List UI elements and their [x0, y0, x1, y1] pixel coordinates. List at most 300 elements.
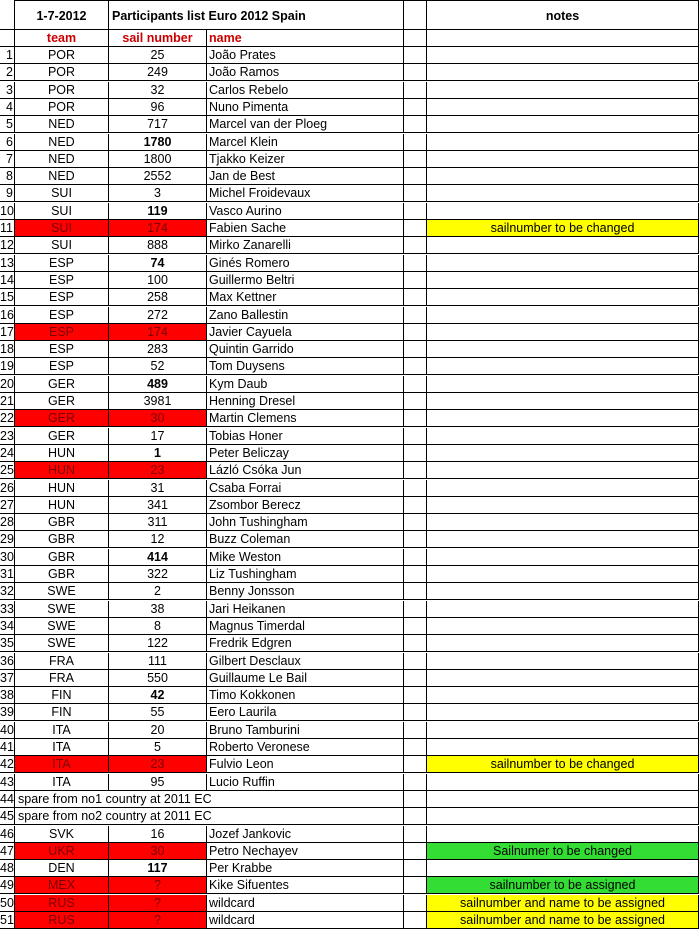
- gap-cell[interactable]: [404, 583, 427, 600]
- row-number: 2: [0, 64, 14, 81]
- sail-number-cell[interactable]: 2: [109, 583, 207, 600]
- notes-cell[interactable]: [427, 410, 699, 427]
- table-row: [0, 860, 699, 877]
- gap-cell[interactable]: [404, 289, 427, 306]
- team-cell[interactable]: ESP: [14, 255, 109, 272]
- table-row: [0, 912, 699, 929]
- team-cell[interactable]: HUN: [14, 462, 109, 479]
- notes-cell[interactable]: [427, 653, 699, 670]
- name-cell[interactable]: Max Kettner: [207, 289, 404, 306]
- name-cell[interactable]: Jari Heikanen: [207, 601, 404, 618]
- gap-cell[interactable]: [404, 601, 427, 618]
- team-cell[interactable]: SUI: [14, 203, 109, 220]
- gap-cell[interactable]: [404, 237, 427, 254]
- row-number: 40: [0, 722, 14, 737]
- table-row: [0, 376, 699, 393]
- notes-cell[interactable]: [427, 358, 699, 375]
- gap-cell[interactable]: [404, 64, 427, 81]
- gap-cell[interactable]: [404, 826, 427, 843]
- table-row: [0, 151, 699, 168]
- team-cell[interactable]: GER: [14, 393, 109, 410]
- notes-cell[interactable]: [427, 64, 699, 81]
- name-cell[interactable]: Csaba Forrai: [207, 480, 404, 497]
- team-cell[interactable]: ITA: [14, 739, 109, 756]
- team-cell[interactable]: RUS: [14, 895, 109, 912]
- sail-number-cell[interactable]: 272: [109, 307, 207, 324]
- team-cell[interactable]: MEX: [14, 877, 109, 894]
- table-row: [0, 756, 699, 773]
- notes-cell[interactable]: [427, 722, 699, 739]
- notes-cell[interactable]: [427, 566, 699, 583]
- sail-number-cell[interactable]: 341: [109, 497, 207, 514]
- name-cell[interactable]: Buzz Coleman: [207, 531, 404, 548]
- name-cell[interactable]: Lázló Csóka Jun: [207, 462, 404, 479]
- team-cell[interactable]: GBR: [14, 566, 109, 583]
- team-cell[interactable]: SUI: [14, 237, 109, 254]
- name-cell[interactable]: Nuno Pimenta: [207, 99, 404, 116]
- name-cell[interactable]: Mike Weston: [207, 549, 404, 566]
- team-cell[interactable]: GER: [14, 410, 109, 427]
- team-cell[interactable]: ESP: [14, 307, 109, 324]
- notes-cell[interactable]: [427, 99, 699, 116]
- column-header-gap[interactable]: [404, 30, 427, 47]
- gap-cell[interactable]: [404, 704, 427, 721]
- team-cell[interactable]: SUI: [14, 220, 109, 237]
- team-cell[interactable]: GBR: [14, 514, 109, 531]
- notes-cell[interactable]: [427, 324, 699, 341]
- team-cell[interactable]: FRA: [14, 670, 109, 687]
- gap-cell[interactable]: [404, 255, 427, 272]
- row-number: 28: [0, 515, 14, 530]
- gap-cell[interactable]: [404, 739, 427, 756]
- column-header-name[interactable]: name: [207, 30, 404, 47]
- gap-cell[interactable]: [404, 774, 427, 791]
- column-header-notes[interactable]: [427, 30, 699, 47]
- notes-cell[interactable]: [427, 497, 699, 514]
- name-cell[interactable]: Carlos Rebelo: [207, 82, 404, 99]
- gap-cell[interactable]: [404, 687, 427, 704]
- sail-number-cell[interactable]: 23: [109, 756, 207, 773]
- gap-cell[interactable]: [404, 912, 427, 929]
- sail-number-cell[interactable]: 174: [109, 220, 207, 237]
- header-notes[interactable]: notes: [427, 0, 699, 30]
- sail-number-cell[interactable]: 5: [109, 739, 207, 756]
- team-cell[interactable]: ESP: [14, 341, 109, 358]
- sail-number-cell[interactable]: 550: [109, 670, 207, 687]
- sail-number-cell[interactable]: ?: [109, 877, 207, 894]
- sail-number-cell[interactable]: 111: [109, 653, 207, 670]
- sail-number-cell[interactable]: 414: [109, 549, 207, 566]
- sail-number-cell[interactable]: 119: [109, 203, 207, 220]
- sail-number-cell[interactable]: 20: [109, 722, 207, 739]
- sail-number-cell[interactable]: 95: [109, 774, 207, 791]
- gap-cell[interactable]: [404, 860, 427, 877]
- name-cell[interactable]: Mirko Zanarelli: [207, 237, 404, 254]
- gap-cell[interactable]: [404, 480, 427, 497]
- name-cell[interactable]: Kike Sifuentes: [207, 877, 404, 894]
- notes-cell[interactable]: [427, 376, 699, 393]
- name-cell[interactable]: Javier Cayuela: [207, 324, 404, 341]
- gap-cell[interactable]: [404, 895, 427, 912]
- notes-cell[interactable]: [427, 860, 699, 877]
- gap-cell[interactable]: [404, 531, 427, 548]
- team-cell[interactable]: FIN: [14, 704, 109, 721]
- sail-number-cell[interactable]: 2552: [109, 168, 207, 185]
- sail-number-cell[interactable]: 174: [109, 324, 207, 341]
- spare-note-cell[interactable]: spare from no2 country at 2011 EC: [14, 808, 404, 825]
- name-cell[interactable]: João Ramos: [207, 64, 404, 81]
- sail-number-cell[interactable]: 31: [109, 480, 207, 497]
- table-row: [0, 341, 699, 358]
- name-cell[interactable]: Jan de Best: [207, 168, 404, 185]
- team-cell[interactable]: ITA: [14, 722, 109, 739]
- gap-cell[interactable]: [404, 877, 427, 894]
- team-cell[interactable]: RUS: [14, 912, 109, 929]
- name-cell[interactable]: Marcel Klein: [207, 134, 404, 151]
- spare-note-cell[interactable]: spare from no1 country at 2011 EC: [14, 791, 404, 808]
- sail-number-cell[interactable]: 283: [109, 341, 207, 358]
- sail-number-cell[interactable]: 122: [109, 635, 207, 652]
- table-row: [0, 722, 699, 739]
- name-cell[interactable]: Kym Daub: [207, 376, 404, 393]
- sail-number-cell[interactable]: 717: [109, 116, 207, 133]
- gap-cell[interactable]: [404, 428, 427, 445]
- gap-cell[interactable]: [404, 566, 427, 583]
- sail-number-cell[interactable]: 100: [109, 272, 207, 289]
- notes-cell[interactable]: [427, 635, 699, 652]
- sail-number-cell[interactable]: 311: [109, 514, 207, 531]
- team-cell[interactable]: FRA: [14, 653, 109, 670]
- header-date[interactable]: 1-7-2012: [14, 0, 109, 30]
- gap-cell[interactable]: [404, 635, 427, 652]
- sail-number-cell[interactable]: 52: [109, 358, 207, 375]
- header-gap-cell[interactable]: [404, 0, 427, 30]
- sail-number-cell[interactable]: 3981: [109, 393, 207, 410]
- notes-cell[interactable]: [427, 289, 699, 306]
- name-cell[interactable]: Fulvio Leon: [207, 756, 404, 773]
- team-cell[interactable]: POR: [14, 47, 109, 64]
- notes-cell[interactable]: [427, 134, 699, 151]
- notes-cell[interactable]: [427, 82, 699, 99]
- team-cell[interactable]: ESP: [14, 358, 109, 375]
- gap-cell[interactable]: [404, 514, 427, 531]
- team-cell[interactable]: POR: [14, 82, 109, 99]
- sail-number-cell[interactable]: 1780: [109, 134, 207, 151]
- notes-cell[interactable]: [427, 618, 699, 635]
- row-number: 49: [0, 878, 14, 893]
- notes-cell[interactable]: [427, 255, 699, 272]
- row-number: 26: [0, 480, 14, 495]
- name-cell[interactable]: Magnus Timerdal: [207, 618, 404, 635]
- team-cell[interactable]: SWE: [14, 583, 109, 600]
- notes-cell[interactable]: [427, 203, 699, 220]
- sail-number-cell[interactable]: 38: [109, 601, 207, 618]
- gap-cell[interactable]: [404, 168, 427, 185]
- table-row: [0, 358, 699, 375]
- notes-cell[interactable]: [427, 307, 699, 324]
- sail-number-cell[interactable]: 17: [109, 428, 207, 445]
- name-cell[interactable]: João Prates: [207, 47, 404, 64]
- row-number: 5: [0, 116, 14, 133]
- name-cell[interactable]: Petro Nechayev: [207, 843, 404, 860]
- name-cell[interactable]: Guillermo Beltri: [207, 272, 404, 289]
- gap-cell[interactable]: [404, 497, 427, 514]
- notes-cell[interactable]: [427, 601, 699, 618]
- notes-cell[interactable]: sailnumber to be assigned: [427, 877, 699, 894]
- notes-cell[interactable]: [427, 480, 699, 497]
- gap-cell[interactable]: [404, 307, 427, 324]
- header-row: [0, 0, 699, 30]
- notes-cell[interactable]: [427, 583, 699, 600]
- team-cell[interactable]: FIN: [14, 687, 109, 704]
- notes-cell[interactable]: [427, 774, 699, 791]
- name-cell[interactable]: Roberto Veronese: [207, 739, 404, 756]
- table-row: [0, 895, 699, 912]
- gap-cell[interactable]: [404, 618, 427, 635]
- team-cell[interactable]: POR: [14, 99, 109, 116]
- name-cell[interactable]: Marcel van der Ploeg: [207, 116, 404, 133]
- name-cell[interactable]: Tobias Honer: [207, 428, 404, 445]
- name-cell[interactable]: Fabien Sache: [207, 220, 404, 237]
- sail-number-cell[interactable]: 96: [109, 99, 207, 116]
- row-number: 23: [0, 428, 14, 443]
- notes-cell[interactable]: [427, 47, 699, 64]
- table-row: [0, 64, 699, 81]
- name-cell[interactable]: Ginés Romero: [207, 255, 404, 272]
- table-row: [0, 531, 699, 548]
- team-cell[interactable]: GER: [14, 376, 109, 393]
- row-number: 38: [0, 688, 14, 703]
- sail-number-cell[interactable]: 42: [109, 687, 207, 704]
- gap-cell[interactable]: [404, 808, 427, 825]
- team-cell[interactable]: SWE: [14, 601, 109, 618]
- row-number: 19: [0, 359, 14, 374]
- team-cell[interactable]: ITA: [14, 756, 109, 773]
- name-cell[interactable]: Eero Laurila: [207, 704, 404, 721]
- name-cell[interactable]: wildcard: [207, 912, 404, 929]
- name-cell[interactable]: Bruno Tamburini: [207, 722, 404, 739]
- name-cell[interactable]: Tom Duysens: [207, 358, 404, 375]
- name-cell[interactable]: Fredrik Edgren: [207, 635, 404, 652]
- gap-cell[interactable]: [404, 185, 427, 202]
- team-cell[interactable]: NED: [14, 116, 109, 133]
- table-row: [0, 514, 699, 531]
- row-number: 18: [0, 342, 14, 357]
- sail-number-cell[interactable]: 23: [109, 462, 207, 479]
- gap-cell[interactable]: [404, 341, 427, 358]
- team-cell[interactable]: GBR: [14, 549, 109, 566]
- name-cell[interactable]: Henning Dresel: [207, 393, 404, 410]
- table-row: [0, 289, 699, 306]
- notes-cell[interactable]: [427, 116, 699, 133]
- column-header-corner: [0, 30, 14, 47]
- sail-number-cell[interactable]: 258: [109, 289, 207, 306]
- notes-cell[interactable]: Sailnumer to be changed: [427, 843, 699, 860]
- gap-cell[interactable]: [404, 445, 427, 462]
- team-cell[interactable]: NED: [14, 134, 109, 151]
- name-cell[interactable]: Tjakko Keizer: [207, 151, 404, 168]
- gap-cell[interactable]: [404, 358, 427, 375]
- name-cell[interactable]: John Tushingham: [207, 514, 404, 531]
- team-cell[interactable]: POR: [14, 64, 109, 81]
- name-cell[interactable]: Guillaume Le Bail: [207, 670, 404, 687]
- sail-number-cell[interactable]: 888: [109, 237, 207, 254]
- name-cell[interactable]: Zsombor Berecz: [207, 497, 404, 514]
- row-number: 3: [0, 82, 14, 99]
- row-number: 32: [0, 584, 14, 599]
- notes-cell[interactable]: [427, 237, 699, 254]
- notes-cell[interactable]: [427, 272, 699, 289]
- gap-cell[interactable]: [404, 99, 427, 116]
- sail-number-cell[interactable]: ?: [109, 895, 207, 912]
- sail-number-cell[interactable]: 12: [109, 531, 207, 548]
- team-cell[interactable]: SWE: [14, 618, 109, 635]
- notes-cell[interactable]: [427, 531, 699, 548]
- notes-cell[interactable]: sailnumber to be changed: [427, 220, 699, 237]
- notes-cell[interactable]: [427, 739, 699, 756]
- gap-cell[interactable]: [404, 393, 427, 410]
- row-number: 24: [0, 445, 14, 460]
- gap-cell[interactable]: [404, 653, 427, 670]
- table-row: [0, 826, 699, 843]
- gap-cell[interactable]: [404, 722, 427, 739]
- gap-cell[interactable]: [404, 47, 427, 64]
- team-cell[interactable]: ESP: [14, 272, 109, 289]
- gap-cell[interactable]: [404, 843, 427, 860]
- team-cell[interactable]: HUN: [14, 480, 109, 497]
- sail-number-cell[interactable]: 30: [109, 410, 207, 427]
- sail-number-cell[interactable]: 117: [109, 860, 207, 877]
- notes-cell[interactable]: [427, 549, 699, 566]
- row-number: 48: [0, 861, 14, 876]
- sail-number-cell[interactable]: 1800: [109, 151, 207, 168]
- notes-cell[interactable]: [427, 826, 699, 843]
- table-row: [0, 583, 699, 600]
- sail-number-cell[interactable]: 25: [109, 47, 207, 64]
- notes-cell[interactable]: [427, 704, 699, 721]
- row-number: 34: [0, 618, 14, 633]
- notes-cell[interactable]: [427, 791, 699, 808]
- table-row: [0, 393, 699, 410]
- notes-cell[interactable]: [427, 808, 699, 825]
- gap-cell[interactable]: [404, 272, 427, 289]
- name-cell[interactable]: Peter Beliczay: [207, 445, 404, 462]
- notes-cell[interactable]: [427, 445, 699, 462]
- gap-cell[interactable]: [404, 376, 427, 393]
- column-header-sail-number[interactable]: sail number: [109, 30, 207, 47]
- gap-cell[interactable]: [404, 220, 427, 237]
- name-cell[interactable]: Jozef Jankovic: [207, 826, 404, 843]
- name-cell[interactable]: Benny Jonsson: [207, 583, 404, 600]
- gap-cell[interactable]: [404, 82, 427, 99]
- notes-cell[interactable]: [427, 168, 699, 185]
- gap-cell[interactable]: [404, 756, 427, 773]
- name-cell[interactable]: Martin Clemens: [207, 410, 404, 427]
- sail-number-cell[interactable]: 74: [109, 255, 207, 272]
- gap-cell[interactable]: [404, 151, 427, 168]
- gap-cell[interactable]: [404, 410, 427, 427]
- notes-cell[interactable]: [427, 393, 699, 410]
- team-cell[interactable]: ITA: [14, 774, 109, 791]
- sail-number-cell[interactable]: 322: [109, 566, 207, 583]
- name-cell[interactable]: Quintin Garrido: [207, 341, 404, 358]
- gap-cell[interactable]: [404, 203, 427, 220]
- row-number: 27: [0, 497, 14, 512]
- gap-cell[interactable]: [404, 670, 427, 687]
- header-title[interactable]: Participants list Euro 2012 Spain: [109, 0, 404, 30]
- row-number: 10: [0, 203, 14, 218]
- team-cell[interactable]: UKR: [14, 843, 109, 860]
- team-cell[interactable]: SUI: [14, 185, 109, 202]
- team-cell[interactable]: SVK: [14, 826, 109, 843]
- notes-cell[interactable]: [427, 670, 699, 687]
- name-cell[interactable]: Liz Tushingham: [207, 566, 404, 583]
- notes-cell[interactable]: [427, 341, 699, 358]
- sail-number-cell[interactable]: 8: [109, 618, 207, 635]
- row-number: 1: [0, 47, 14, 64]
- gap-cell[interactable]: [404, 324, 427, 341]
- sail-number-cell[interactable]: 55: [109, 704, 207, 721]
- sail-number-cell[interactable]: 3: [109, 185, 207, 202]
- name-cell[interactable]: Vasco Aurino: [207, 203, 404, 220]
- notes-cell[interactable]: [427, 687, 699, 704]
- notes-cell[interactable]: [427, 514, 699, 531]
- table-row: [0, 307, 699, 324]
- team-cell[interactable]: NED: [14, 151, 109, 168]
- notes-cell[interactable]: [427, 185, 699, 202]
- sail-number-cell[interactable]: ?: [109, 912, 207, 929]
- gap-cell[interactable]: [404, 549, 427, 566]
- sail-number-cell[interactable]: 489: [109, 376, 207, 393]
- team-cell[interactable]: HUN: [14, 445, 109, 462]
- name-cell[interactable]: Zano Ballestin: [207, 307, 404, 324]
- notes-cell[interactable]: sailnumber and name to be assigned: [427, 895, 699, 912]
- team-cell[interactable]: DEN: [14, 860, 109, 877]
- row-number: 8: [0, 168, 14, 185]
- gap-cell[interactable]: [404, 791, 427, 808]
- sail-number-cell[interactable]: 1: [109, 445, 207, 462]
- sail-number-cell[interactable]: 30: [109, 843, 207, 860]
- name-cell[interactable]: wildcard: [207, 895, 404, 912]
- name-cell[interactable]: Lucio Ruffin: [207, 774, 404, 791]
- table-row: [0, 324, 699, 341]
- team-cell[interactable]: GBR: [14, 531, 109, 548]
- sail-number-cell[interactable]: 16: [109, 826, 207, 843]
- row-number: 30: [0, 549, 14, 564]
- notes-cell[interactable]: [427, 462, 699, 479]
- sail-number-cell[interactable]: 32: [109, 82, 207, 99]
- team-cell[interactable]: ESP: [14, 289, 109, 306]
- team-cell[interactable]: ESP: [14, 324, 109, 341]
- team-cell[interactable]: GER: [14, 428, 109, 445]
- notes-cell[interactable]: [427, 428, 699, 445]
- name-cell[interactable]: Gilbert Desclaux: [207, 653, 404, 670]
- gap-cell[interactable]: [404, 134, 427, 151]
- name-cell[interactable]: Timo Kokkonen: [207, 687, 404, 704]
- name-cell[interactable]: Per Krabbe: [207, 860, 404, 877]
- notes-cell[interactable]: sailnumber and name to be assigned: [427, 912, 699, 929]
- gap-cell[interactable]: [404, 462, 427, 479]
- team-cell[interactable]: NED: [14, 168, 109, 185]
- notes-cell[interactable]: [427, 151, 699, 168]
- team-cell[interactable]: HUN: [14, 497, 109, 514]
- name-cell[interactable]: Michel Froidevaux: [207, 185, 404, 202]
- sail-number-cell[interactable]: 249: [109, 64, 207, 81]
- column-header-team[interactable]: team: [14, 30, 109, 47]
- team-cell[interactable]: SWE: [14, 635, 109, 652]
- notes-cell[interactable]: sailnumber to be changed: [427, 756, 699, 773]
- gap-cell[interactable]: [404, 116, 427, 133]
